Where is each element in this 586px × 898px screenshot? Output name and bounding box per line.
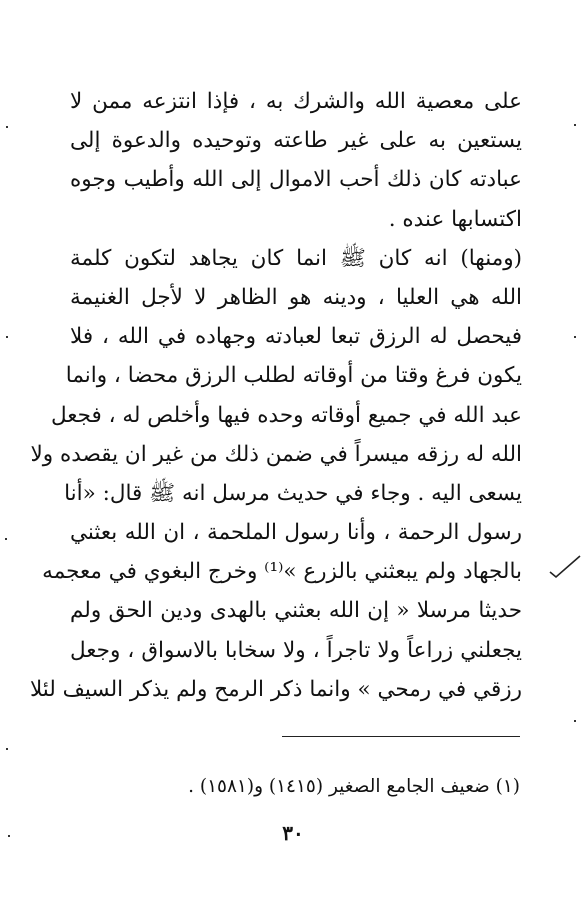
text-line: الله هي العليا ، ودينه هو الظاهر لا لأجل الغنيمة bbox=[70, 284, 522, 310]
footnote: (١) ضعيف الجامع الصغير (١٤١٥) و(١٥٨١) . bbox=[188, 776, 520, 797]
text-line: فيحصل له الرزق تبعا لعبادته وجهاده في الله ، فلا bbox=[70, 324, 522, 350]
scan-mark bbox=[574, 124, 576, 126]
text-line: يستعين به على غير طاعته وتوحيده والدعوة إلى bbox=[70, 128, 522, 154]
body-text bbox=[29, 82, 522, 709]
scan-mark bbox=[6, 336, 8, 338]
text-line: الله له رزقه ميسراً في ضمن ذلك من غير ان يقصده ولا bbox=[30, 441, 522, 467]
scan-mark bbox=[6, 126, 8, 128]
text-line: (ومنها) انه كان ﷺ انما كان يجاهد لتكون كلمة bbox=[70, 245, 522, 271]
footnote-separator bbox=[282, 736, 520, 737]
text-line: يسعى اليه . وجاء في حديث مرسل انه ﷺ قال: «أنا bbox=[64, 480, 522, 506]
text-line: رزقي في رمحي » وانما ذكر الرمح ولم يذكر السيف لئلا bbox=[29, 676, 522, 702]
text-line: اكتسابها عنده . bbox=[388, 206, 522, 232]
scan-mark bbox=[5, 538, 7, 540]
text-line: عبادته كان ذلك أحب الاموال إلى الله وأطيب وجوه bbox=[70, 167, 522, 193]
text-line: على معصية الله والشرك به ، فإذا انتزعه ممن لا bbox=[70, 89, 522, 114]
text-line: يجعلني زراعاً ولا تاجراً ، ولا سخابا بالاسواق ، وجعل bbox=[70, 637, 522, 663]
scan-mark bbox=[574, 336, 576, 338]
scan-mark bbox=[6, 748, 8, 750]
page-number: ٣٠ bbox=[282, 821, 304, 845]
text-line: حديثا مرسلا « إن الله بعثني بالهدى ودين الحق ولم bbox=[70, 598, 522, 624]
text-line: رسول الرحمة ، وأنا رسول الملحمة ، ان الله بعثني bbox=[70, 520, 522, 546]
text-line: يكون فرغ وقتا من أوقاته لطلب الرزق محضا ، وانما bbox=[65, 363, 522, 389]
scan-mark bbox=[8, 835, 10, 837]
margin-check-mark bbox=[548, 550, 582, 580]
text-line: بالجهاد ولم يبعثني بالزرع »⁽¹⁾ وخرج البغوي في معجمه bbox=[42, 559, 522, 585]
text-line: عبد الله في جميع أوقاته وحده فيها وأخلص له ، فجعل bbox=[50, 402, 522, 428]
scan-mark bbox=[574, 720, 576, 722]
